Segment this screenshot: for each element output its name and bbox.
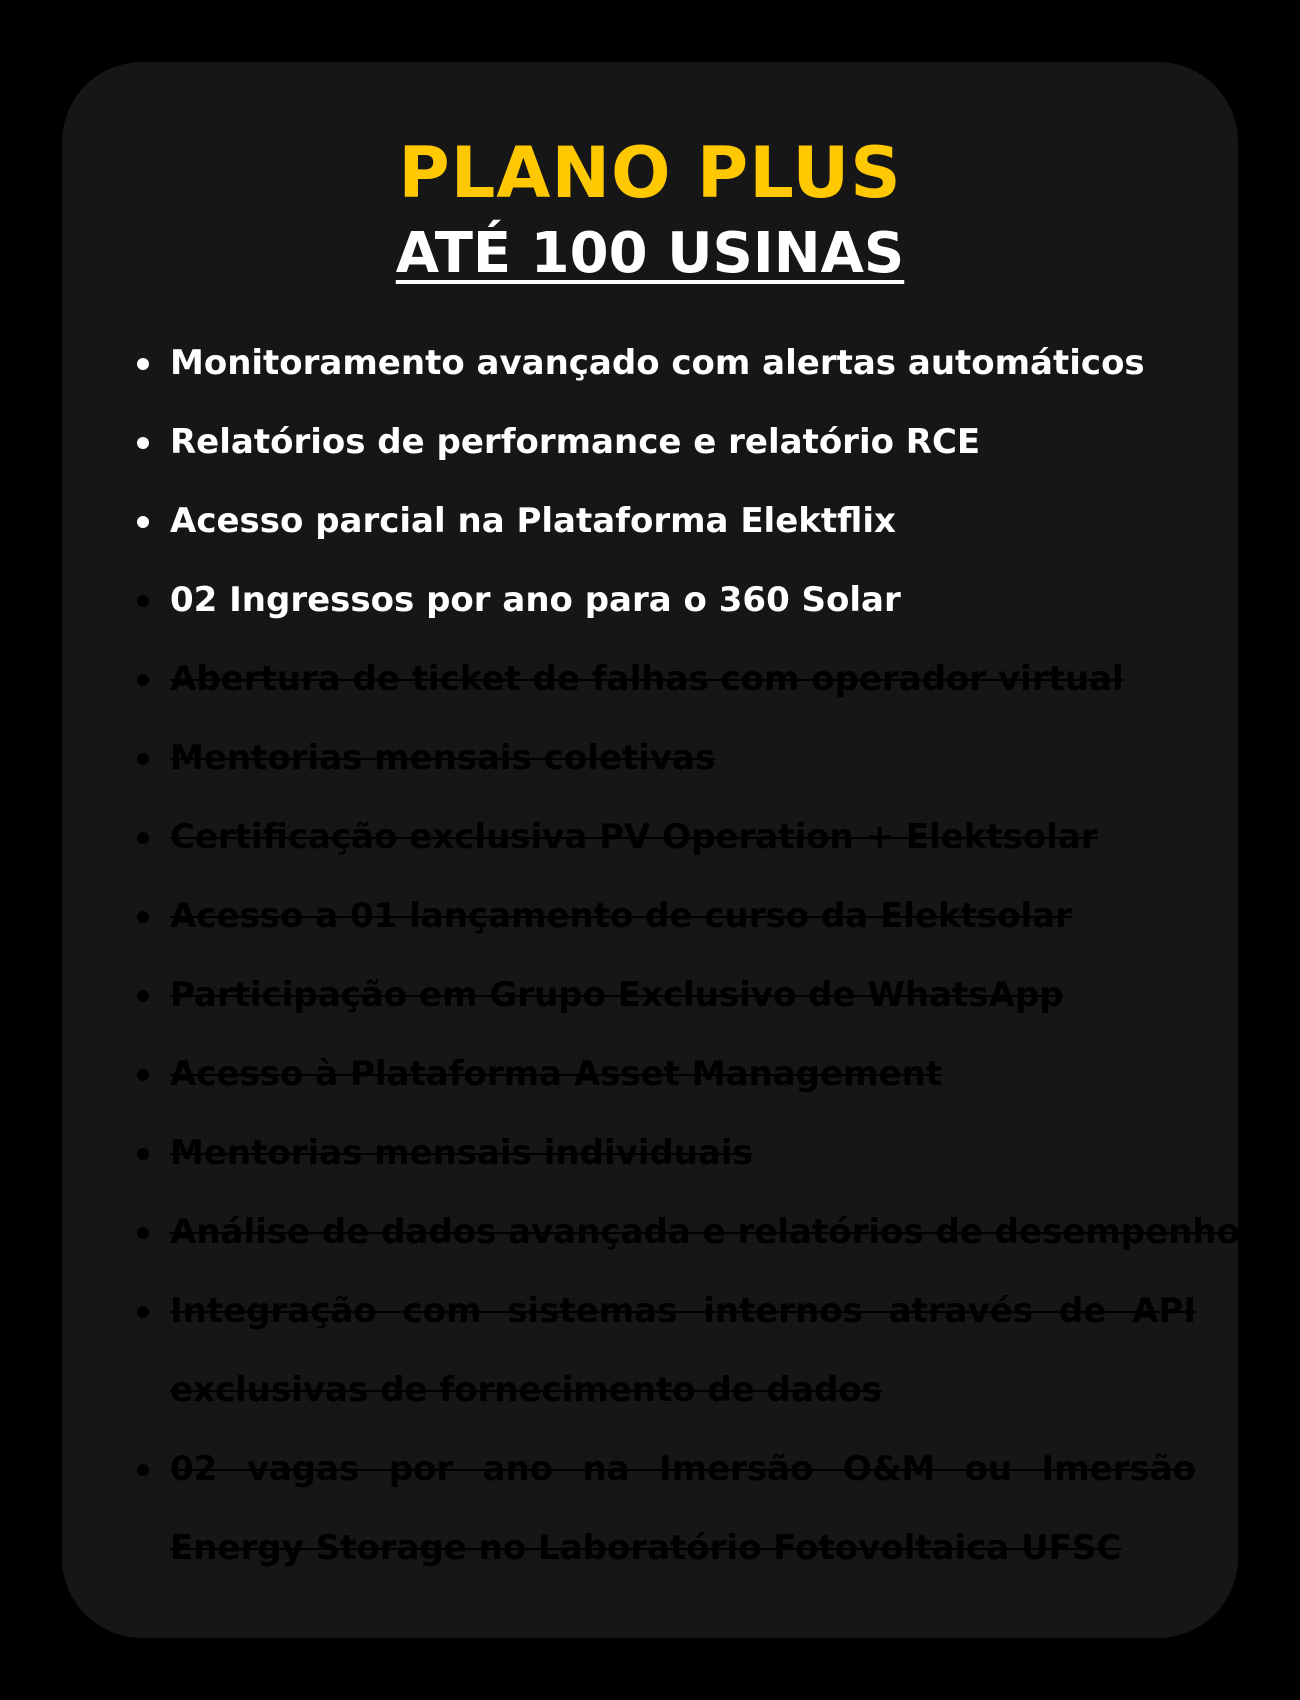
feature-text: Monitoramento avançado com alertas automáticos (170, 343, 1145, 383)
feature-text: 02 vagas por ano na Imersão O&M ou Imersão Energy Storage no Laboratório Fotovoltaica UFSC (170, 1449, 1196, 1568)
bullet-dot-icon (137, 358, 149, 370)
feature-text: Participação em Grupo Exclusivo de WhatsApp (170, 975, 1064, 1015)
feature-item-included (132, 324, 1196, 403)
feature-item-included (132, 561, 1196, 640)
bullet-dot-icon (137, 911, 149, 923)
bullet-dot-icon (137, 990, 149, 1002)
feature-text: Integração com sistemas internos através de API exclusivas de fornecimento de dados (170, 1291, 1196, 1410)
bullet-dot-icon (137, 516, 149, 528)
bullet-dot-icon (137, 1464, 149, 1476)
feature-text: Mentorias mensais individuais (170, 1133, 753, 1173)
bullet-dot-icon (137, 1148, 149, 1160)
feature-text: Mentorias mensais coletivas (170, 738, 716, 778)
feature-item-excluded (132, 956, 1196, 1035)
feature-item-included (132, 482, 1196, 561)
feature-item-excluded (132, 719, 1196, 798)
feature-text: Acesso parcial na Plataforma Elektflix (170, 501, 896, 541)
plan-title: PLANO PLUS (398, 132, 902, 214)
feature-text: Acesso à Plataforma Asset Management (170, 1054, 943, 1094)
feature-item-excluded (132, 877, 1196, 956)
bullet-dot-icon (137, 753, 149, 765)
feature-text: Relatórios de performance e relatório RCE (170, 422, 981, 462)
feature-text: Abertura de ticket de falhas com operador virtual (170, 659, 1124, 699)
plan-subtitle: ATÉ 100 USINAS (395, 221, 905, 286)
feature-item-excluded (132, 798, 1196, 877)
bullet-dot-icon (137, 832, 149, 844)
feature-item-excluded (132, 640, 1196, 719)
feature-list (132, 324, 1240, 1588)
bullet-dot-icon (137, 674, 149, 686)
feature-text: Acesso a 01 lançamento de curso da Elektsolar (170, 896, 1072, 936)
feature-item-excluded (132, 1114, 1196, 1193)
bullet-dot-icon (137, 1069, 149, 1081)
bullet-dot-icon (137, 1227, 149, 1239)
feature-text: Análise de dados avançada e relatórios de desempenho (170, 1212, 1240, 1252)
bullet-dot-icon (137, 437, 149, 449)
bullet-dot-icon (137, 595, 149, 607)
bullet-dot-icon (137, 1306, 149, 1318)
feature-item-excluded (132, 1430, 1196, 1588)
feature-item-excluded (132, 1193, 1240, 1272)
feature-text: Certificação exclusiva PV Operation + Elektsolar (170, 817, 1098, 857)
feature-item-excluded (132, 1272, 1196, 1430)
feature-item-excluded (132, 1035, 1196, 1114)
feature-text: 02 Ingressos por ano para o 360 Solar (170, 580, 901, 620)
feature-item-included (132, 403, 1196, 482)
